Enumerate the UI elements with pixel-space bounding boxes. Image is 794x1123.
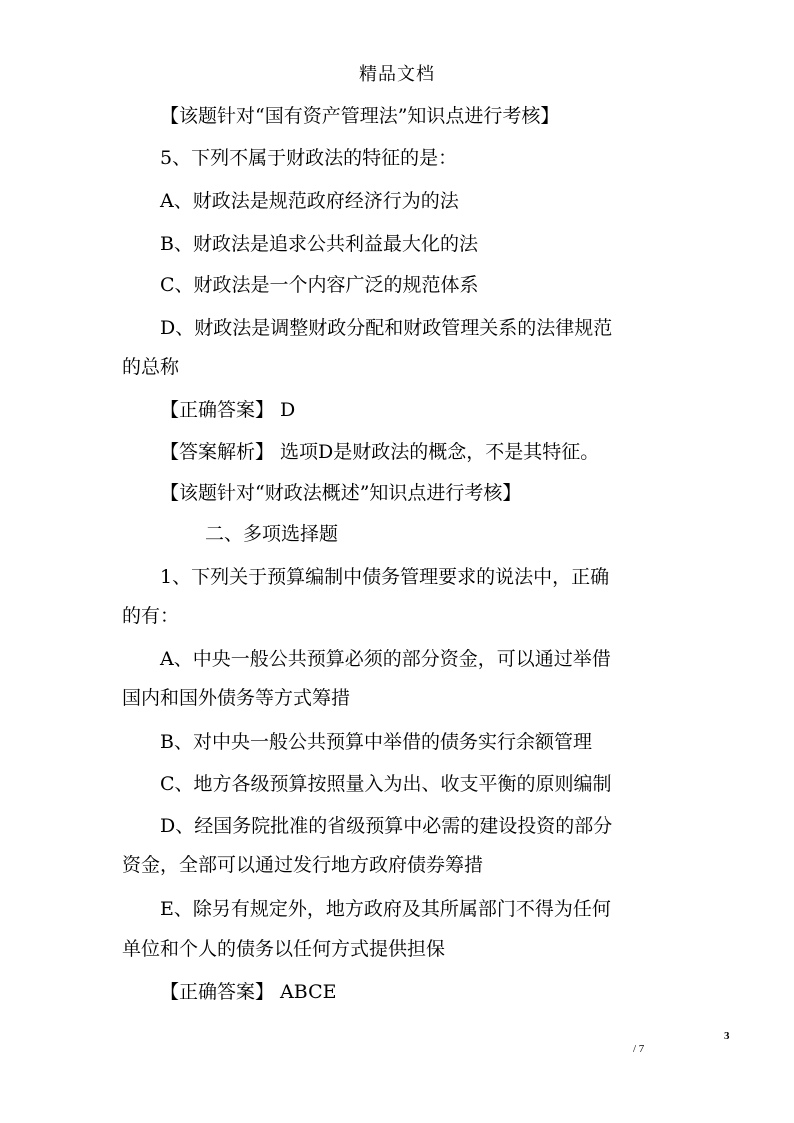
question-stem-continued: 的有： xyxy=(122,605,180,627)
question-note: 【该题针对“国有资产管理法”知识点进行考核】 xyxy=(160,105,560,127)
option-a-continued: 国内和国外债务等方式筹措 xyxy=(122,687,351,709)
option-d-continued: 的总称 xyxy=(122,356,180,378)
question-stem: 1、下列关于预算编制中债务管理要求的说法中，正确 xyxy=(160,566,610,588)
page-total: / 7 xyxy=(633,1043,645,1055)
correct-answer: 【正确答案】 ABCE xyxy=(160,981,337,1003)
option-c: C、地方各级预算按照量入为出、收支平衡的原则编制 xyxy=(160,773,612,795)
option-d-continued: 资金，全部可以通过发行地方政府债券筹措 xyxy=(122,854,484,876)
option-a: A、中央一般公共预算必须的部分资金，可以通过举借 xyxy=(160,648,611,670)
correct-answer: 【正确答案】 D xyxy=(160,399,296,421)
option-d: D、财政法是调整财政分配和财政管理关系的法律规范 xyxy=(160,317,613,339)
answer-explanation: 【答案解析】 选项D是财政法的概念，不是其特征。 xyxy=(160,441,600,463)
option-b: B、财政法是追求公共利益最大化的法 xyxy=(160,233,478,255)
page-header: 精品文档 xyxy=(359,64,435,85)
option-e: E、除另有规定外，地方政府及其所属部门不得为任何 xyxy=(160,898,611,920)
question-note: 【该题针对“财政法概述”知识点进行考核】 xyxy=(160,482,522,504)
section-heading: 二、多项选择题 xyxy=(205,523,339,545)
option-d: D、经国务院批准的省级预算中必需的建设投资的部分 xyxy=(160,815,613,837)
option-e-continued: 单位和个人的债务以任何方式提供担保 xyxy=(122,938,446,960)
option-c: C、财政法是一个内容广泛的规范体系 xyxy=(160,274,479,296)
option-b: B、对中央一般公共预算中举借的债务实行余额管理 xyxy=(160,731,592,753)
page-number: 3 xyxy=(724,1030,730,1042)
option-a: A、财政法是规范政府经济行为的法 xyxy=(160,190,459,212)
question-stem: 5、下列不属于财政法的特征的是： xyxy=(160,147,458,169)
